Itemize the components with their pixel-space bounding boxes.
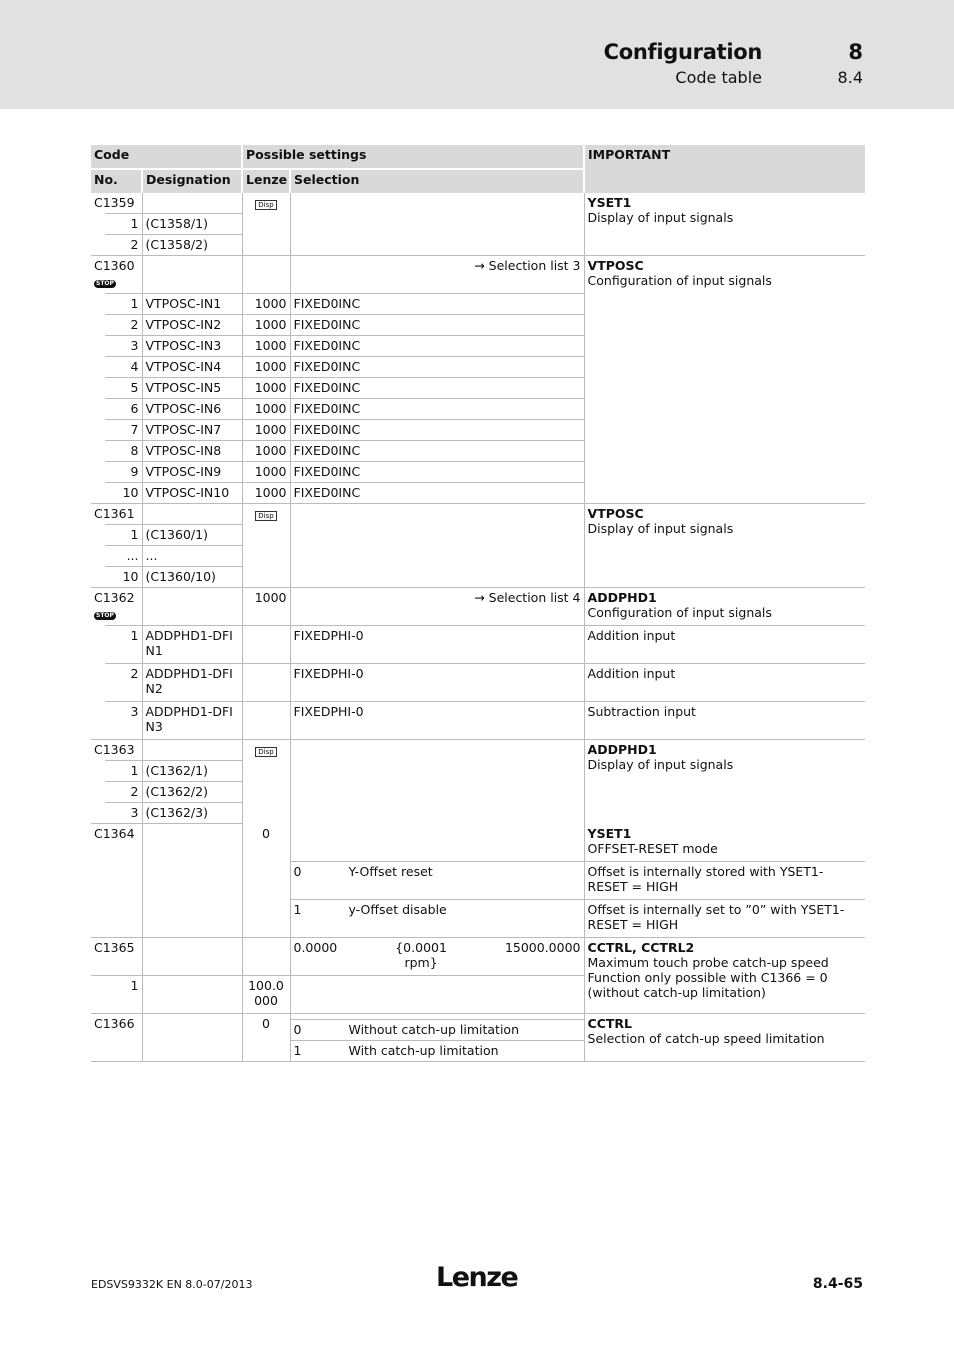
- important-note: Function only possible with C1366 = 0 (without catch-up limitation): [587, 969, 828, 1000]
- lenze-value: 1000: [242, 441, 290, 462]
- important-text: Configuration of input signals: [587, 273, 772, 288]
- important-title: VTPOSC: [587, 258, 644, 273]
- stop-icon: STOP: [96, 280, 114, 287]
- section-title: Code table: [675, 68, 762, 87]
- sub-no: 4: [105, 357, 142, 378]
- range-step: {0.0001 rpm}: [395, 939, 447, 970]
- designation: ADDPHD1-DFI N1: [142, 626, 242, 664]
- table-row: [91, 937, 865, 975]
- table-row: [91, 824, 865, 862]
- selection-value: FIXED0INC: [290, 420, 584, 441]
- code-cell: C1361: [94, 506, 135, 521]
- designation: VTPOSC-IN3: [142, 336, 242, 357]
- code-cell: C1363: [94, 742, 135, 757]
- designation: (C1362/3): [142, 803, 242, 824]
- col-possible-settings: Possible settings: [242, 145, 584, 169]
- lenze-value: 1000: [242, 483, 290, 504]
- sub-no: 6: [105, 399, 142, 420]
- option-key: 0: [293, 1021, 302, 1037]
- selection-value: FIXED0INC: [290, 462, 584, 483]
- important-text: Addition input: [584, 664, 865, 702]
- chapter-title: Configuration: [603, 40, 762, 64]
- table-row: [91, 504, 865, 525]
- code-cell: C1362: [94, 590, 135, 605]
- code-cell: C1360: [94, 258, 135, 273]
- designation: (C1360/1): [142, 525, 242, 546]
- option-value: Without catch-up limitation: [348, 1021, 519, 1037]
- table-row: [91, 702, 865, 740]
- sub-no: 1: [105, 294, 142, 315]
- table-row: [91, 193, 865, 214]
- important-text: Subtraction input: [584, 702, 865, 740]
- option-key: 1: [293, 901, 302, 917]
- lenze-value: 100.0 000: [242, 975, 290, 1013]
- table-header-row: [91, 145, 865, 169]
- important-text: Display of input signals: [587, 757, 734, 772]
- chapter-number: 8: [848, 40, 863, 64]
- selection-value: FIXEDPHI-0: [290, 664, 584, 702]
- document-id: EDSVS9332K EN 8.0-07/2013: [91, 1278, 253, 1291]
- section-number: 8.4: [837, 68, 863, 87]
- lenze-value: 1000: [242, 294, 290, 315]
- lenze-value: 0: [242, 1013, 290, 1061]
- selection-value: FIXED0INC: [290, 399, 584, 420]
- stop-icon: STOP: [96, 612, 114, 619]
- designation: VTPOSC-IN4: [142, 357, 242, 378]
- option-value: y-Offset disable: [348, 901, 447, 917]
- sub-no: 3: [105, 702, 142, 740]
- col-important: IMPORTANT: [584, 145, 865, 193]
- designation: VTPOSC-IN1: [142, 294, 242, 315]
- selection-value: FIXED0INC: [290, 315, 584, 336]
- table-row: [91, 664, 865, 702]
- selection-list-link: → Selection list 3: [290, 256, 584, 294]
- sub-no: 3: [105, 803, 142, 824]
- selection-value: FIXED0INC: [290, 483, 584, 504]
- table-row: [91, 740, 865, 761]
- designation: (C1358/2): [142, 235, 242, 256]
- table-row: [91, 626, 865, 664]
- designation: VTPOSC-IN6: [142, 399, 242, 420]
- designation: VTPOSC-IN8: [142, 441, 242, 462]
- code-cell: C1366: [91, 1013, 142, 1061]
- designation: VTPOSC-IN10: [142, 483, 242, 504]
- display-icon: Disp: [255, 511, 276, 521]
- sub-no: 7: [105, 420, 142, 441]
- important-text: Addition input: [584, 626, 865, 664]
- selection-value: FIXED0INC: [290, 441, 584, 462]
- designation: (C1360/10): [142, 567, 242, 588]
- selection-value: FIXED0INC: [290, 294, 584, 315]
- sub-no: 2: [105, 315, 142, 336]
- selection-value: FIXEDPHI-0: [290, 626, 584, 664]
- selection-value: FIXEDPHI-0: [290, 702, 584, 740]
- sub-no: 5: [105, 378, 142, 399]
- designation: ...: [142, 546, 242, 567]
- lenze-value: 1000: [242, 378, 290, 399]
- designation: ADDPHD1-DFI N2: [142, 664, 242, 702]
- lenze-logo: Lenze: [436, 1262, 518, 1293]
- page-number: 8.4-65: [812, 1276, 863, 1292]
- display-icon: Disp: [255, 200, 276, 210]
- designation: (C1358/1): [142, 214, 242, 235]
- sub-no: 2: [105, 235, 142, 256]
- important-text: Maximum touch probe catch-up speed: [587, 954, 829, 970]
- col-code: Code: [91, 145, 242, 169]
- range-min: 0.0000: [293, 939, 338, 955]
- important-text: OFFSET-RESET mode: [587, 840, 718, 856]
- lenze-value: 1000: [242, 336, 290, 357]
- important-title: CCTRL: [587, 1015, 632, 1031]
- designation: VTPOSC-IN9: [142, 462, 242, 483]
- designation: ADDPHD1-DFI N3: [142, 702, 242, 740]
- selection-value: FIXED0INC: [290, 357, 584, 378]
- lenze-value: 1000: [242, 399, 290, 420]
- sub-no: 1: [105, 975, 142, 1013]
- option-value: With catch-up limitation: [348, 1042, 499, 1058]
- selection-value: FIXED0INC: [290, 336, 584, 357]
- sub-no: 2: [105, 664, 142, 702]
- col-no: No.: [91, 169, 142, 193]
- designation: VTPOSC-IN7: [142, 420, 242, 441]
- designation: (C1362/1): [142, 761, 242, 782]
- sub-no: 10: [105, 567, 142, 588]
- lenze-value: 0: [242, 824, 290, 938]
- code-cell: C1365: [91, 937, 142, 975]
- code-table: [91, 145, 865, 1062]
- sub-no: 1: [105, 525, 142, 546]
- col-designation: Designation: [142, 169, 242, 193]
- col-selection: Selection: [290, 169, 584, 193]
- sub-no: ...: [105, 546, 142, 567]
- sub-no: 1: [105, 214, 142, 235]
- important-text: Display of input signals: [587, 521, 734, 536]
- important-title: CCTRL, CCTRL2: [587, 939, 695, 955]
- important-title: ADDPHD1: [587, 742, 657, 757]
- designation: VTPOSC-IN5: [142, 378, 242, 399]
- lenze-value: 1000: [242, 462, 290, 483]
- table-row: [91, 588, 865, 626]
- important-title: YSET1: [587, 195, 632, 210]
- designation: (C1362/2): [142, 782, 242, 803]
- important-text: Offset is internally stored with YSET1-RESET = HIGH: [584, 861, 865, 899]
- selection-value: FIXED0INC: [290, 378, 584, 399]
- range-max: 15000.0000: [504, 939, 581, 955]
- lenze-value: 1000: [242, 315, 290, 336]
- lenze-value: 1000: [242, 357, 290, 378]
- important-text: Configuration of input signals: [587, 605, 772, 620]
- sub-no: 10: [105, 483, 142, 504]
- important-title: ADDPHD1: [587, 590, 657, 605]
- page-header: [0, 0, 954, 109]
- code-cell: C1364: [91, 824, 142, 938]
- important-text: Offset is internally set to ”0” with YSET1-RESET = HIGH: [584, 899, 865, 937]
- designation: VTPOSC-IN2: [142, 315, 242, 336]
- option-key: 1: [293, 1042, 302, 1058]
- col-lenze: Lenze: [242, 169, 290, 193]
- important-title: VTPOSC: [587, 506, 644, 521]
- sub-no: 8: [105, 441, 142, 462]
- lenze-value: 1000: [242, 588, 290, 626]
- option-key: 0: [293, 863, 302, 879]
- sub-no: 3: [105, 336, 142, 357]
- sub-no: 2: [105, 782, 142, 803]
- table-row: [91, 256, 865, 294]
- display-icon: Disp: [255, 747, 276, 757]
- option-value: Y-Offset reset: [348, 863, 433, 879]
- sub-no: 9: [105, 462, 142, 483]
- selection-list-link: → Selection list 4: [290, 588, 584, 626]
- important-text: Display of input signals: [587, 210, 734, 225]
- important-text: Selection of catch-up speed limitation: [587, 1030, 825, 1046]
- sub-no: 1: [105, 626, 142, 664]
- sub-no: 1: [105, 761, 142, 782]
- code-cell: C1359: [94, 195, 135, 210]
- lenze-value: 1000: [242, 420, 290, 441]
- important-title: YSET1: [587, 825, 632, 841]
